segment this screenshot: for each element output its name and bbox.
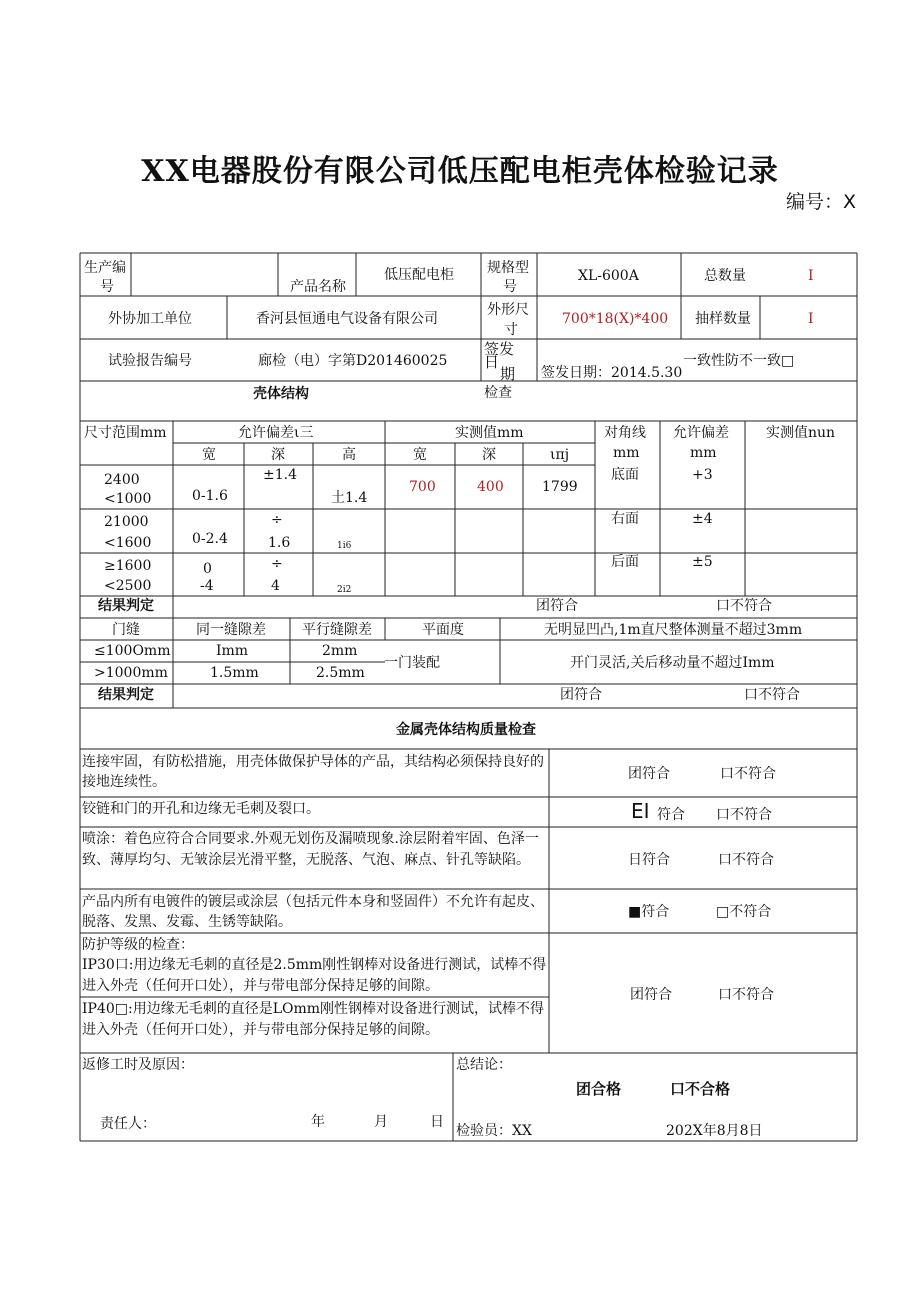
dim-value: 700*18(X)*400 [562, 311, 669, 327]
row3-depth: ÷ [271, 556, 283, 572]
outsource-value: 香河县恒通电气设备有限公司 [256, 311, 438, 327]
parallel-gap-header: 平行缝隙差 [302, 622, 372, 638]
row1-height: 土1.4 [331, 490, 368, 506]
conclusion-label: 总结论： [456, 1057, 512, 1073]
shell-section-title: 壳体结构 [253, 386, 309, 402]
page-title: XX电器股份有限公司低压配电柜壳体检验记录 [141, 154, 779, 189]
shell-result-pass[interactable]: 团符合 [536, 598, 578, 614]
metal-item-1-pass[interactable]: 团符合 [628, 766, 670, 782]
year-label: 年 [311, 1114, 325, 1130]
sign-date: 签发日期：2014.5.30 [541, 365, 683, 381]
door-install-label: 一门装配 [384, 655, 440, 671]
metal-item-4-pass[interactable]: ■符合 [628, 904, 670, 920]
metal-item-3-pass[interactable]: 日符合 [628, 852, 670, 868]
month-label: 月 [374, 1114, 388, 1130]
metal-item-2: 铰链和门的开孔和边缘无毛刺及裂口。 [82, 801, 320, 817]
metal-item-2-mark[interactable]: EI [631, 799, 650, 823]
row1-m-height: 1799 [542, 479, 578, 495]
diag-unit: mm [613, 445, 640, 461]
sign-label: 签发 [484, 340, 515, 358]
protect-pass[interactable]: 团符合 [630, 987, 672, 1003]
total-label: 总数量 [704, 268, 746, 284]
same-gap-header: 同一缝隙差 [196, 622, 266, 638]
prod-no-label: 生产编 [84, 260, 126, 276]
height-header: 高 [342, 447, 356, 463]
door-gap-header: 门缝 [112, 622, 140, 638]
ip40-text: IP40□:用边缘无毛刺的直径是LOmm刚性钢棒对设备进行测试，试棒不得进入外壳（任何开口处），并与带电部分保持足够的间隙。 [82, 1001, 545, 1038]
inspection-date: 202X年8月8日 [666, 1123, 763, 1139]
row3-face: 后面 [611, 554, 639, 570]
metal-item-3-fail[interactable]: 口不符合 [718, 852, 774, 868]
diag-header: 对角线 [604, 425, 646, 441]
prod-name-value: 低压配电柜 [384, 267, 454, 283]
protect-fail[interactable]: 口不符合 [718, 987, 774, 1003]
metal-item-2-pass[interactable]: 符合 [657, 807, 685, 823]
sample-value: I [808, 311, 814, 327]
conclusion-pass[interactable]: 团合格 [576, 1080, 622, 1098]
shell-check-label: 检查 [484, 385, 512, 401]
shell-result-fail[interactable]: 口不符合 [716, 598, 772, 614]
row3-width: 0 [203, 561, 212, 577]
report-label: 试验报告编号 [108, 353, 192, 369]
consistency: 一致性防不一致□ [683, 353, 795, 369]
metal-item-1-fail[interactable]: 口不符合 [720, 766, 776, 782]
row1-range: 2400 [104, 472, 140, 488]
outsource-label: 外协加工单位 [108, 311, 192, 327]
row2-depth-2: 1.6 [268, 535, 291, 551]
door-range-2-same: 1.5mm [210, 665, 259, 681]
prod-name-label: 产品名称 [290, 279, 346, 295]
spec-label: 规格型 [487, 260, 529, 276]
protect-title: 防护等级的检查： [82, 937, 194, 953]
door-install-requirement: 开门灵活,关后移动量不超过Imm [570, 655, 775, 671]
door-range-1: ≤100Omm [94, 643, 171, 659]
metal-item-4-fail[interactable]: □不符合 [716, 904, 772, 920]
door-range-1-parallel: 2mm [322, 643, 358, 659]
sample-label: 抽样数量 [695, 311, 751, 327]
door-range-2-parallel: 2.5mm [316, 665, 365, 681]
measured-header: 实测值mm [455, 425, 524, 441]
dim-label: 外形尺 [487, 302, 529, 318]
tolerance-header: 允许偏差ι三 [238, 425, 314, 441]
width-header: 宽 [202, 447, 216, 463]
row1-m-width: 700 [409, 479, 436, 495]
report-value: 廊检（电）字第D201460025 [258, 353, 448, 369]
door-result-label: 结果判定 [98, 687, 154, 703]
tol2-unit: mm [690, 445, 717, 461]
conclusion-fail[interactable]: 口不合格 [670, 1080, 731, 1098]
day-label: 日 [430, 1114, 444, 1130]
inspector: 检验员：XX [456, 1123, 532, 1139]
prod-no-label-2: 号 [100, 279, 114, 295]
sign-label-3: 期 [500, 365, 516, 383]
row3-tol: ±5 [692, 554, 713, 570]
row3-width-2: -4 [200, 578, 214, 594]
repair-label: 返修工时及原因： [82, 1057, 194, 1073]
metal-item-2-fail[interactable]: 口不符合 [716, 807, 772, 823]
total-value: I [808, 268, 814, 284]
row2-tol: ±4 [692, 511, 713, 527]
m-height-header: ιπj [550, 447, 570, 463]
row2-range: 21000 [104, 514, 149, 530]
flatness-requirement: 无明显凹凸,1m直尺整体测量不超过3mm [544, 622, 803, 638]
row3-depth-2: 4 [271, 578, 280, 594]
row3-range: ≥1600 [104, 558, 152, 574]
row2-face: 右面 [611, 511, 639, 527]
door-result-fail[interactable]: 口不符合 [744, 687, 800, 703]
metal-item-1: 连接牢固，有防松措施，用壳体做保护导体的产品，其结构必须保持良好的接地连续性。 [82, 754, 544, 790]
sign-label-2: 日 [484, 353, 500, 371]
metal-section-title: 金属壳体结构质量检查 [396, 722, 536, 738]
row1-m-depth: 400 [477, 479, 504, 495]
document-number: 编号：X [785, 191, 856, 213]
m-width-header: 宽 [413, 447, 427, 463]
row1-face: 底面 [611, 467, 639, 483]
measured2-header: 实测值nun [766, 425, 836, 441]
spec-label-2: 号 [503, 279, 517, 295]
row3-range-2: <2500 [104, 578, 152, 594]
dim-label-2: 寸 [504, 322, 518, 338]
spec-value: XL-600A [578, 268, 639, 284]
metal-item-3: 喷涂：着色应符合合同要求.外观无划伤及漏喷现象.涂层附着牢固、色泽一致、薄厚均匀、无皱涂层光滑平整，无脱落、气泡、麻点、针孔等缺陷。 [82, 831, 539, 868]
size-range-header: 尺寸范围mm [84, 425, 167, 441]
row1-tol: +3 [692, 467, 713, 483]
m-depth-header: 深 [482, 447, 496, 463]
shell-result-label: 结果判定 [98, 598, 154, 614]
responsible-label: 责任人： [100, 1116, 156, 1132]
flatness-header: 平面度 [422, 622, 464, 638]
row1-width: 0-1.6 [192, 488, 228, 504]
row2-height: 1i6 [337, 541, 352, 551]
row1-depth: ±1.4 [263, 467, 297, 483]
door-range-2: >1000mm [94, 665, 168, 681]
tol2-header: 允许偏差 [673, 425, 729, 441]
door-range-1-same: Imm [216, 643, 249, 659]
door-result-pass[interactable]: 团符合 [560, 687, 602, 703]
row3-height: 2i2 [337, 585, 352, 595]
depth-header: 深 [271, 447, 285, 463]
row2-range-2: <1600 [104, 535, 152, 551]
ip30-text: IP30口:用边缘无毛刺的直径是2.5mm刚性钢棒对设备进行测试，试棒不得进入外壳（任何开口处），并与带电部分保持足够的间隙。 [82, 957, 547, 994]
row2-depth: ÷ [271, 512, 283, 528]
row2-width: 0-2.4 [192, 531, 228, 547]
metal-item-4: 产品内所有电镀件的镀层或涂层（包括元件本身和竖固件）不允许有起皮、脱落、发黑、发霉、生锈等缺陷。 [82, 894, 544, 930]
row1-range-2: <1000 [104, 491, 152, 507]
